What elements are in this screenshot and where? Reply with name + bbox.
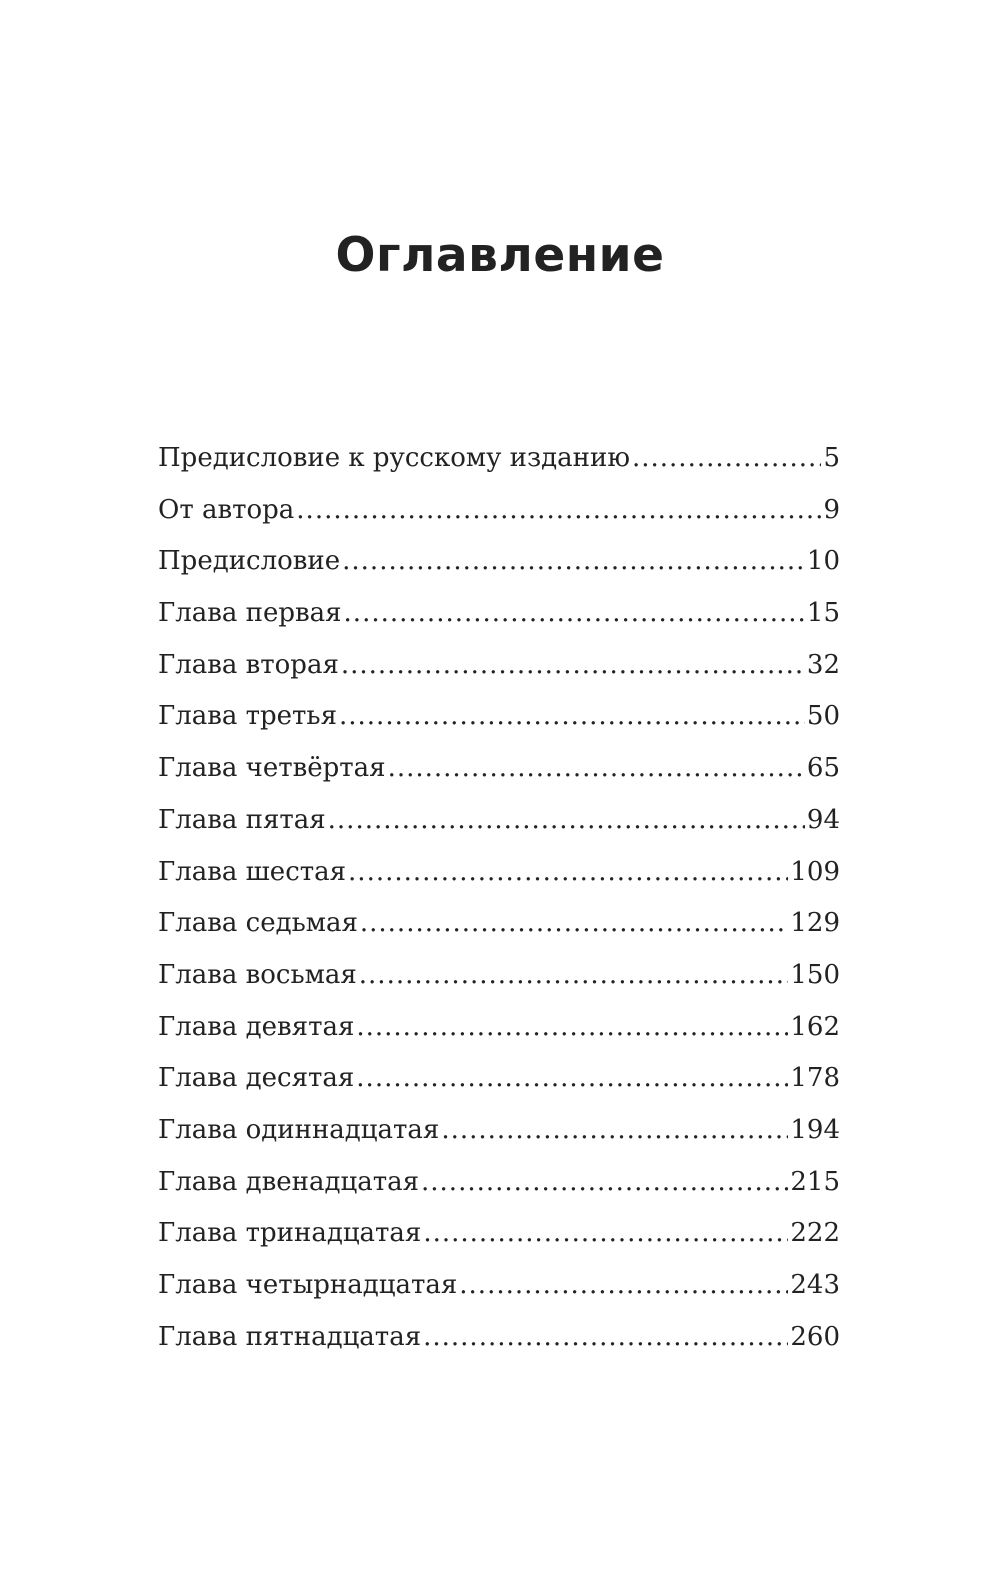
toc-entry[interactable] [158, 1115, 840, 1167]
toc-entry[interactable] [158, 1322, 840, 1374]
toc-page-number: 194 [790, 1114, 840, 1145]
dot-leader [356, 1012, 788, 1042]
toc-page-number: 178 [790, 1063, 840, 1094]
dot-leader [423, 1322, 788, 1352]
page-title: Оглавление [335, 228, 665, 284]
toc-entry[interactable] [158, 805, 840, 857]
toc-page-number: 162 [790, 1011, 840, 1042]
toc-entry-title: Глава четырнадцатая [158, 1270, 458, 1300]
toc-entry[interactable] [158, 908, 840, 960]
toc-entry-title: Глава первая [158, 598, 342, 629]
toc-entry[interactable] [158, 960, 840, 1012]
toc-entry-title: Глава десятая [158, 1063, 355, 1094]
toc-page-number: 65 [806, 753, 840, 784]
toc-entry[interactable] [158, 701, 840, 753]
toc-page-number: 109 [790, 856, 840, 887]
toc-entry-title: Глава пятнадцатая [158, 1321, 422, 1352]
toc-page-number: 5 [823, 443, 840, 473]
toc-entry-title: Глава седьмая [158, 908, 358, 939]
table-of-contents [158, 443, 840, 1373]
dot-leader [423, 1218, 788, 1248]
toc-entry[interactable] [158, 1218, 840, 1270]
toc-entry[interactable] [158, 1167, 840, 1219]
toc-page-number: 260 [790, 1321, 840, 1352]
toc-entry[interactable] [158, 546, 840, 598]
toc-entry-title: От автора [158, 494, 295, 525]
toc-page-number: 10 [806, 546, 840, 577]
toc-entry-title: Глава четвёртая [158, 753, 386, 784]
toc-entry-title: Глава третья [158, 701, 337, 732]
toc-page-number: 150 [790, 959, 840, 990]
toc-entry[interactable] [158, 1063, 840, 1115]
toc-page-number: 222 [790, 1218, 840, 1249]
dot-leader [459, 1270, 788, 1300]
dot-leader [359, 960, 789, 990]
dot-leader [632, 443, 821, 473]
dot-leader [339, 701, 805, 731]
dot-leader [356, 1063, 788, 1093]
toc-entry-title: Глава шестая [158, 856, 347, 887]
dot-leader [421, 1167, 788, 1197]
toc-page-number: 129 [790, 908, 840, 939]
toc-page-number: 215 [790, 1166, 840, 1197]
dot-leader [328, 805, 805, 835]
toc-entry-title: Предисловие [158, 546, 341, 577]
toc-entry[interactable] [158, 443, 840, 495]
toc-page-number: 32 [806, 649, 840, 680]
toc-page-number: 50 [806, 701, 840, 732]
toc-page-number: 243 [790, 1270, 840, 1300]
toc-page-number: 9 [823, 494, 840, 525]
toc-entry[interactable] [158, 1012, 840, 1064]
dot-leader [341, 650, 805, 680]
toc-entry[interactable] [158, 1270, 840, 1322]
toc-entry-title: Глава девятая [158, 1011, 355, 1042]
toc-entry-title: Глава одиннадцатая [158, 1114, 440, 1145]
dot-leader [388, 753, 805, 783]
toc-entry-title: Предисловие к русскому изданию [158, 443, 630, 473]
toc-entry[interactable] [158, 495, 840, 547]
toc-entry-title: Глава тринадцатая [158, 1218, 422, 1249]
dot-leader [296, 495, 821, 525]
dot-leader [342, 546, 805, 576]
toc-entry-title: Глава двенадцатая [158, 1166, 420, 1197]
dot-leader [441, 1115, 788, 1145]
toc-entry[interactable] [158, 598, 840, 650]
toc-entry[interactable] [158, 857, 840, 909]
toc-page-number: 94 [806, 804, 840, 835]
toc-page-number: 15 [806, 598, 840, 629]
toc-entry[interactable] [158, 753, 840, 805]
dot-leader [360, 908, 788, 938]
dot-leader [348, 857, 788, 887]
dot-leader [344, 598, 805, 628]
toc-entry-title: Глава восьмая [158, 959, 357, 990]
toc-entry-title: Глава пятая [158, 804, 326, 835]
toc-entry-title: Глава вторая [158, 649, 339, 680]
toc-entry[interactable] [158, 650, 840, 702]
